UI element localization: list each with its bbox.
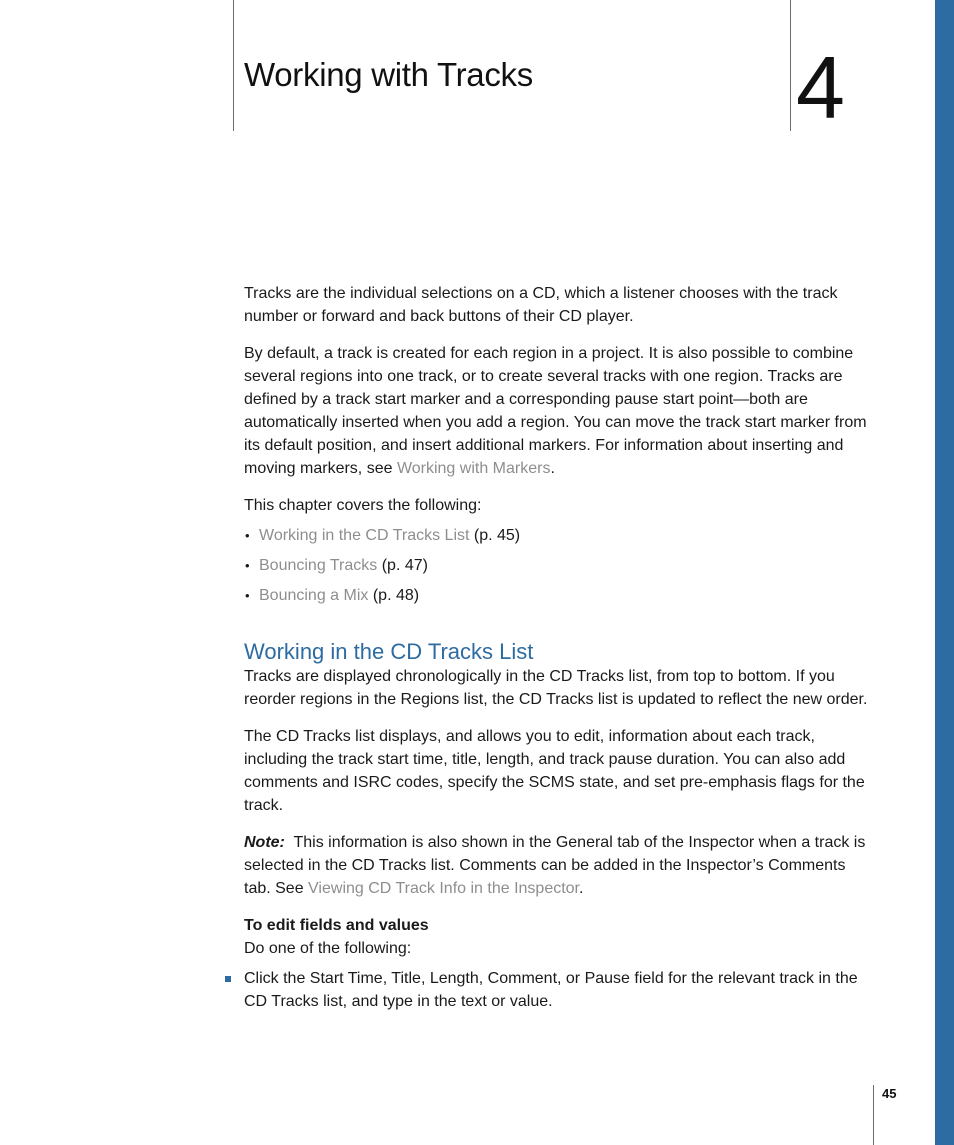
section-heading: Working in the CD Tracks List — [244, 639, 534, 664]
title-rule-right — [790, 0, 791, 131]
note-end: . — [579, 880, 584, 897]
bullet-marker: • — [245, 588, 250, 603]
page-content — [244, 282, 876, 1013]
intro-paragraph-2-end: . — [550, 460, 555, 477]
chapter-covers-intro: This chapter covers the following: — [244, 497, 482, 514]
intro-paragraph-2-text: By default, a track is created for each region in a project. It is also possible to combine several regions into one track, or to create several tracks with one region. Tracks are defined by a track start marker and a corresponding pause start point—both are automatically inserted when you add a region. You can move the track start marker from its default position, and insert additional markers. For information about inserting and moving markers, see — [244, 345, 867, 477]
page-reference: (p. 47) — [377, 557, 428, 574]
page-reference: (p. 48) — [368, 587, 420, 604]
task-title: To edit fields and values — [244, 917, 429, 934]
folio-rule — [873, 1085, 874, 1145]
note-paragraph — [244, 831, 876, 900]
note-text: This information is also shown in the General tab of the Inspector when a track is selected in the CD Tracks list. Comments can be added in the Inspector’s Comments tab. See — [244, 834, 870, 897]
link-working-with-markers[interactable]: Working with Markers — [396, 460, 551, 477]
chapter-number: 4 — [796, 38, 845, 137]
task-step-text: Click the Start Time, Title, Length, Comment, or Pause field for the relevant track in the CD Tracks list, and type in the text or value. — [244, 970, 858, 1010]
list-item — [244, 554, 876, 584]
title-rule-left — [233, 0, 234, 131]
section-paragraph-1: Tracks are displayed chronologically in the CD Tracks list, from top to bottom. If you reorder regions in the Regions list, the CD Tracks list is updated to reflect the new order. — [244, 668, 868, 708]
page-edge-bar — [935, 0, 954, 1145]
link-bouncing-tracks[interactable]: Bouncing Tracks — [259, 557, 378, 574]
task-steps-list — [244, 967, 876, 1013]
link-viewing-cd-track-info[interactable]: Viewing CD Track Info in the Inspector — [308, 880, 579, 897]
bullet-marker: • — [245, 528, 250, 543]
note-label: Note: — [244, 834, 285, 851]
intro-paragraph-1: Tracks are the individual selections on a CD, which a listener chooses with the track number or forward and back buttons of their CD player. — [244, 285, 838, 325]
page-reference: (p. 45) — [469, 527, 521, 544]
list-item — [244, 524, 876, 554]
square-bullet-icon — [225, 976, 231, 982]
link-bouncing-a-mix[interactable]: Bouncing a Mix — [259, 587, 369, 604]
chapter-title: Working with Tracks — [244, 56, 533, 93]
section-paragraph-2: The CD Tracks list displays, and allows you to edit, information about each track, including the track start time, title, length, and track pause duration. You can also add comments and ISRC codes, specify the SCMS state, and set pre-emphasis flags for the track. — [244, 728, 865, 814]
bullet-marker: • — [245, 558, 250, 573]
intro-paragraph-2 — [244, 342, 876, 480]
page-number: 45 — [882, 1086, 897, 1101]
list-item — [244, 967, 876, 1013]
list-item — [244, 584, 876, 614]
link-working-in-cd-tracks-list[interactable]: Working in the CD Tracks List — [259, 527, 470, 544]
task-intro: Do one of the following: — [244, 940, 412, 957]
chapter-contents-list — [244, 524, 876, 614]
